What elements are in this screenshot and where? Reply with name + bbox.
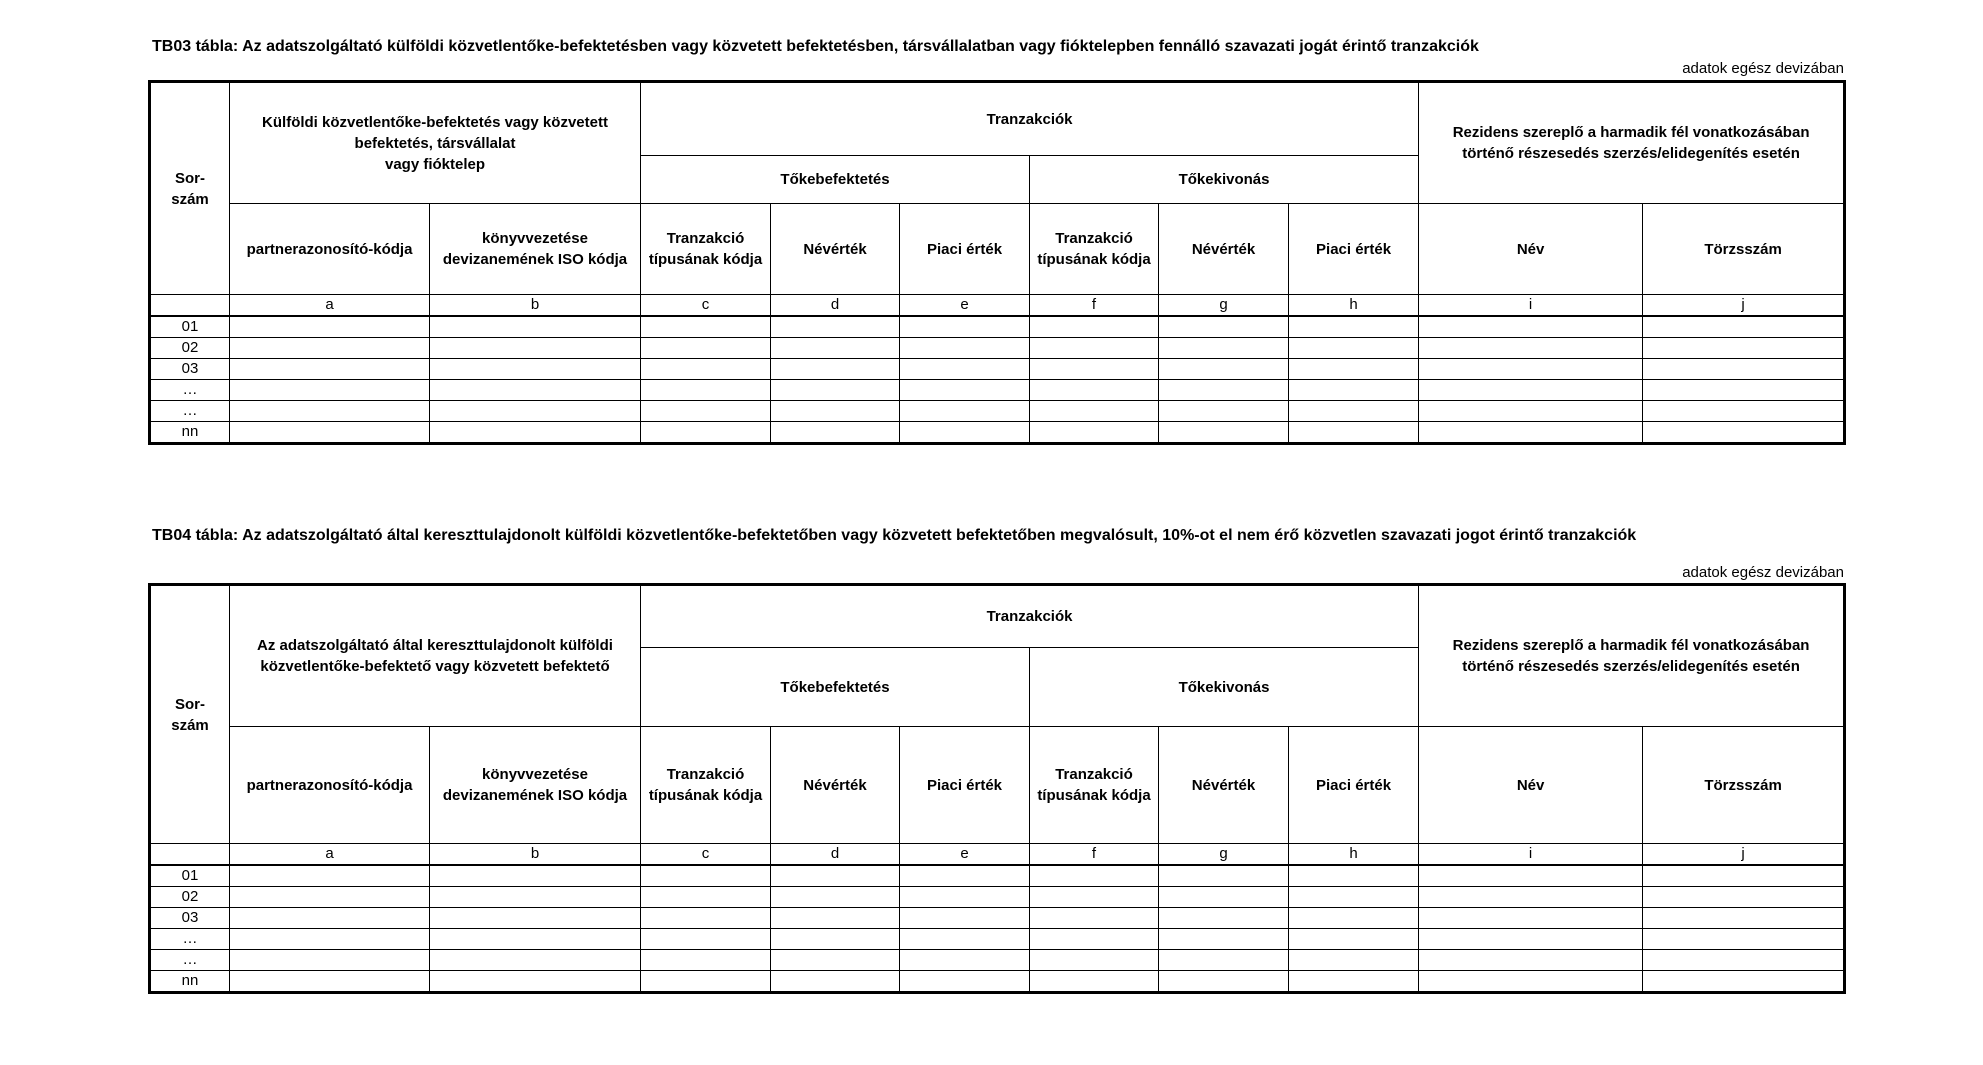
tb04-data-cell[interactable] xyxy=(771,971,900,993)
tb03-column-header: könyvvezetése devizanemének ISO kódja xyxy=(430,204,641,295)
tb04-data-cell[interactable] xyxy=(1030,908,1159,929)
tb03-data-cell[interactable] xyxy=(771,338,900,359)
tb03-row-number: nn xyxy=(150,422,230,444)
tb03-group1-header: Külföldi közvetlentőke-befektetés vagy közvetett befektetés, társvállalat vagy fióktelep xyxy=(230,82,641,204)
tb03-column-headers xyxy=(150,204,1845,295)
tb03-data-cell[interactable] xyxy=(1419,316,1643,338)
tb04-column-header: Piaci érték xyxy=(900,727,1030,844)
tb03-data-cell[interactable] xyxy=(1159,359,1289,380)
tb04-column-header: Névérték xyxy=(1159,727,1289,844)
tb03-data-cell[interactable] xyxy=(900,359,1030,380)
tb04-data-cell[interactable] xyxy=(230,950,430,971)
tb04-data-cell[interactable] xyxy=(771,908,900,929)
tb03-data-cell[interactable] xyxy=(641,359,771,380)
tb03-data-cell[interactable] xyxy=(230,338,430,359)
tb03-table-row xyxy=(150,338,1845,359)
tb04-data-cell[interactable] xyxy=(430,929,641,950)
tb03-data-cell[interactable] xyxy=(1289,422,1419,444)
tb04-data-cell[interactable] xyxy=(900,971,1030,993)
tb03-data-cell[interactable] xyxy=(230,359,430,380)
tb04-rezidens-header: Rezidens szereplő a harmadik fél vonatkozásában történő részesedés szerzés/elidegenítés esetén xyxy=(1419,585,1845,727)
tb04-data-cell[interactable] xyxy=(230,929,430,950)
tb04-data-cell[interactable] xyxy=(230,971,430,993)
tb03-data-cell[interactable] xyxy=(641,401,771,422)
tb03-data-cell[interactable] xyxy=(230,422,430,444)
tb04-data-cell[interactable] xyxy=(1159,887,1289,908)
tb03-data-cell[interactable] xyxy=(1030,338,1159,359)
tb03-data-cell[interactable] xyxy=(1419,422,1643,444)
tb03-column-letter: i xyxy=(1419,295,1643,317)
tb04-table-row xyxy=(150,971,1845,993)
tb03-column-header: Tranzakció típusának kódja xyxy=(1030,204,1159,295)
tb04-data-cell[interactable] xyxy=(1419,908,1643,929)
tb03-data-cell[interactable] xyxy=(1643,422,1845,444)
tb04-data-cell[interactable] xyxy=(1159,929,1289,950)
tb03-data-cell[interactable] xyxy=(430,422,641,444)
tb03-column-header: Törzsszám xyxy=(1643,204,1845,295)
tb03-data-cell[interactable] xyxy=(1030,380,1159,401)
tb03-data-cell[interactable] xyxy=(1159,380,1289,401)
tb04-data-cell[interactable] xyxy=(430,950,641,971)
tb03-column-header: Piaci érték xyxy=(900,204,1030,295)
tb03-table-row xyxy=(150,316,1845,338)
tb03-table xyxy=(148,80,1846,445)
tb03-data-cell[interactable] xyxy=(1419,338,1643,359)
tb04-data-cell[interactable] xyxy=(641,950,771,971)
tb04-data-cell[interactable] xyxy=(1030,950,1159,971)
tb03-data-cell[interactable] xyxy=(1643,359,1845,380)
tb03-data-cell[interactable] xyxy=(430,316,641,338)
tb04-column-header: Piaci érték xyxy=(1289,727,1419,844)
tb03-column-letter: a xyxy=(230,295,430,317)
tb04-data-cell[interactable] xyxy=(1643,929,1845,950)
tb04-data-cell[interactable] xyxy=(641,865,771,887)
tb03-table-row xyxy=(150,359,1845,380)
tb04-data-cell[interactable] xyxy=(1030,887,1159,908)
tb04-row-number: 03 xyxy=(150,908,230,929)
tb04-column-letter: a xyxy=(230,844,430,866)
tb03-data-cell[interactable] xyxy=(1643,316,1845,338)
tb04-data-cell[interactable] xyxy=(430,865,641,887)
tb03-column-letter: f xyxy=(1030,295,1159,317)
tb03-data-cell[interactable] xyxy=(1643,401,1845,422)
tb04-data-cell[interactable] xyxy=(771,865,900,887)
tb04-block xyxy=(148,583,1843,994)
tb04-table-row xyxy=(150,929,1845,950)
tb04-column-headers xyxy=(150,727,1845,844)
tb04-data-cell[interactable] xyxy=(1289,887,1419,908)
tb03-column-header: partnerazonosító-kódja xyxy=(230,204,430,295)
tb04-table-row xyxy=(150,865,1845,887)
tb04-column-letter: f xyxy=(1030,844,1159,866)
tb04-data-cell[interactable] xyxy=(641,908,771,929)
tb03-rezidens-header: Rezidens szereplő a harmadik fél vonatkozásában történő részesedés szerzés/elidegenítés esetén xyxy=(1419,82,1845,204)
tb04-column-header: Névérték xyxy=(771,727,900,844)
tb04-table xyxy=(148,583,1846,994)
tb03-column-letter: c xyxy=(641,295,771,317)
tb04-data-cell[interactable] xyxy=(1289,929,1419,950)
tb03-data-cell[interactable] xyxy=(1030,422,1159,444)
tb04-data-cell[interactable] xyxy=(1643,950,1845,971)
tb03-data-cell[interactable] xyxy=(900,380,1030,401)
tb04-column-letter: e xyxy=(900,844,1030,866)
tb04-data-cell[interactable] xyxy=(641,971,771,993)
tb04-data-cell[interactable] xyxy=(1289,950,1419,971)
tb03-data-cell[interactable] xyxy=(641,380,771,401)
tb04-row-number: 02 xyxy=(150,887,230,908)
tb04-table-row xyxy=(150,950,1845,971)
tb04-data-cell[interactable] xyxy=(771,950,900,971)
tb03-data-cell[interactable] xyxy=(641,422,771,444)
tb03-data-cell[interactable] xyxy=(771,359,900,380)
tb03-column-letter: b xyxy=(430,295,641,317)
tb03-data-cell[interactable] xyxy=(1419,380,1643,401)
tb03-data-cell[interactable] xyxy=(771,380,900,401)
tb03-data-cell[interactable] xyxy=(1159,316,1289,338)
tb04-data-cell[interactable] xyxy=(771,929,900,950)
tb03-row-number: 01 xyxy=(150,316,230,338)
tb03-letter-blank xyxy=(150,295,230,317)
tb03-column-header: Név xyxy=(1419,204,1643,295)
tb03-data-cell[interactable] xyxy=(900,401,1030,422)
tb04-data-cell[interactable] xyxy=(230,908,430,929)
tb03-row-number: 03 xyxy=(150,359,230,380)
tb04-data-cell[interactable] xyxy=(1643,887,1845,908)
tb03-data-cell[interactable] xyxy=(1159,338,1289,359)
tb04-data-cell[interactable] xyxy=(771,887,900,908)
tb04-column-letter: d xyxy=(771,844,900,866)
tb04-column-letter: g xyxy=(1159,844,1289,866)
tb04-data-cell[interactable] xyxy=(1159,908,1289,929)
tb04-data-cell[interactable] xyxy=(1643,971,1845,993)
tb04-column-letter: c xyxy=(641,844,771,866)
tb03-column-letter: j xyxy=(1643,295,1845,317)
tb03-data-cell[interactable] xyxy=(430,401,641,422)
tb04-tokebefektetes-header: Tőkebefektetés xyxy=(641,648,1030,727)
tb04-column-letter: j xyxy=(1643,844,1845,866)
tb03-data-cell[interactable] xyxy=(1030,359,1159,380)
tb04-data-cell[interactable] xyxy=(430,971,641,993)
tb03-table-row xyxy=(150,380,1845,401)
tb03-letter-row xyxy=(150,295,1845,317)
tb03-data-cell[interactable] xyxy=(641,338,771,359)
tb03-row-number: 02 xyxy=(150,338,230,359)
tb03-unit-note: adatok egész devizában xyxy=(1682,60,1844,77)
tb04-data-cell[interactable] xyxy=(1289,908,1419,929)
tb03-data-cell[interactable] xyxy=(1030,316,1159,338)
tb04-group1-header: Az adatszolgáltató által kereszttulajdonolt külföldi közvetlentőke-befektető vagy közvetett befektető xyxy=(230,585,641,727)
tb04-data-cell[interactable] xyxy=(1159,865,1289,887)
tb03-data-cell[interactable] xyxy=(1159,401,1289,422)
tb04-data-cell[interactable] xyxy=(1289,865,1419,887)
tb04-data-cell[interactable] xyxy=(1643,865,1845,887)
tb04-data-cell[interactable] xyxy=(1643,908,1845,929)
tb03-table-row xyxy=(150,401,1845,422)
tb04-row-number: … xyxy=(150,950,230,971)
tb03-column-letter: h xyxy=(1289,295,1419,317)
tb04-table-row xyxy=(150,887,1845,908)
tb04-data-cell[interactable] xyxy=(1419,865,1643,887)
tb03-data-cell[interactable] xyxy=(1289,380,1419,401)
tb04-column-header: partnerazonosító-kódja xyxy=(230,727,430,844)
tb04-column-letter: i xyxy=(1419,844,1643,866)
tb04-column-header: Tranzakció típusának kódja xyxy=(641,727,771,844)
tb03-row-number: … xyxy=(150,380,230,401)
tb04-data-cell[interactable] xyxy=(1419,887,1643,908)
tb03-data-cell[interactable] xyxy=(230,380,430,401)
tb03-data-cell[interactable] xyxy=(1419,401,1643,422)
tb04-data-cell[interactable] xyxy=(1030,929,1159,950)
tb03-block xyxy=(148,80,1843,445)
tb04-tokekivonas-header: Tőkekivonás xyxy=(1030,648,1419,727)
tb03-tokekivonas-header: Tőkekivonás xyxy=(1030,156,1419,204)
tb04-row-number: 01 xyxy=(150,865,230,887)
tb04-unit-note: adatok egész devizában xyxy=(1682,564,1844,581)
tb04-data-cell[interactable] xyxy=(1030,971,1159,993)
tb04-data-cell[interactable] xyxy=(641,929,771,950)
tb04-letter-blank xyxy=(150,844,230,866)
tb03-data-cell[interactable] xyxy=(230,316,430,338)
tb03-data-cell[interactable] xyxy=(900,316,1030,338)
tb04-data-cell[interactable] xyxy=(430,908,641,929)
tb03-data-cell[interactable] xyxy=(771,401,900,422)
tb04-row-number: nn xyxy=(150,971,230,993)
tb04-data-cell[interactable] xyxy=(900,908,1030,929)
tb03-data-cell[interactable] xyxy=(430,338,641,359)
tb04-data-cell[interactable] xyxy=(1419,971,1643,993)
tb03-table-row xyxy=(150,422,1845,444)
tb04-data-cell[interactable] xyxy=(230,865,430,887)
tb03-tokebefektetes-header: Tőkebefektetés xyxy=(641,156,1030,204)
tb04-data-cell[interactable] xyxy=(1419,929,1643,950)
tb03-column-letter: e xyxy=(900,295,1030,317)
tb04-data-cell[interactable] xyxy=(1030,865,1159,887)
tb03-data-cell[interactable] xyxy=(430,380,641,401)
tb04-column-letter: h xyxy=(1289,844,1419,866)
tb04-data-cell[interactable] xyxy=(230,887,430,908)
tb03-data-cell[interactable] xyxy=(1643,380,1845,401)
tb03-data-cell[interactable] xyxy=(900,338,1030,359)
tb04-data-cell[interactable] xyxy=(1159,971,1289,993)
tb03-data-cell[interactable] xyxy=(900,422,1030,444)
tb03-tranzakciok-header: Tranzakciók xyxy=(641,82,1419,156)
tb03-sorszam-header: Sor- szám xyxy=(150,82,230,295)
tb03-data-cell[interactable] xyxy=(230,401,430,422)
tb03-column-letter: d xyxy=(771,295,900,317)
tb03-data-cell[interactable] xyxy=(771,422,900,444)
tb03-data-cell[interactable] xyxy=(1289,316,1419,338)
tb04-sorszam-header: Sor- szám xyxy=(150,585,230,844)
tb04-tranzakciok-header: Tranzakciók xyxy=(641,585,1419,648)
tb04-data-cell[interactable] xyxy=(900,865,1030,887)
tb03-data-cell[interactable] xyxy=(430,359,641,380)
tb03-data-cell[interactable] xyxy=(1419,359,1643,380)
tb03-row-number: … xyxy=(150,401,230,422)
tb04-data-cell[interactable] xyxy=(900,887,1030,908)
tb04-column-header: Tranzakció típusának kódja xyxy=(1030,727,1159,844)
tb03-column-header: Piaci érték xyxy=(1289,204,1419,295)
tb03-column-header: Névérték xyxy=(1159,204,1289,295)
tb04-data-cell[interactable] xyxy=(900,929,1030,950)
tb04-column-letter: b xyxy=(430,844,641,866)
tb03-data-cell[interactable] xyxy=(1643,338,1845,359)
tb03-column-header: Névérték xyxy=(771,204,900,295)
tb03-data-cell[interactable] xyxy=(771,316,900,338)
tb03-column-header: Tranzakció típusának kódja xyxy=(641,204,771,295)
tb04-data-cell[interactable] xyxy=(641,887,771,908)
tb03-title: TB03 tábla: Az adatszolgáltató külföldi közvetlentőke-befektetésben vagy közvetett befektetésben, társvállalatban vagy fióktelepben fennálló szavazati jogát érintő tranzakciók xyxy=(152,38,1479,55)
tb04-title: TB04 tábla: Az adatszolgáltató által kereszttulajdonolt külföldi közvetlentőke-befektetőben vagy közvetett befektetőben megvalósult, 10%-ot el nem érő közvetlen szavazati jogot érintő tranzakciók xyxy=(152,527,1637,544)
tb04-column-header: Név xyxy=(1419,727,1643,844)
tb04-data-cell[interactable] xyxy=(430,887,641,908)
tb03-data-cell[interactable] xyxy=(1159,422,1289,444)
tb03-column-letter: g xyxy=(1159,295,1289,317)
tb04-letter-row xyxy=(150,844,1845,866)
tb04-data-cell[interactable] xyxy=(1419,950,1643,971)
tb04-data-cell[interactable] xyxy=(900,950,1030,971)
tb03-data-cell[interactable] xyxy=(1289,359,1419,380)
tb04-column-header: Törzsszám xyxy=(1643,727,1845,844)
tb03-data-cell[interactable] xyxy=(1289,401,1419,422)
tb04-data-cell[interactable] xyxy=(1289,971,1419,993)
tb04-row-number: … xyxy=(150,929,230,950)
tb03-data-cell[interactable] xyxy=(641,316,771,338)
tb03-data-cell[interactable] xyxy=(1030,401,1159,422)
tb04-table-row xyxy=(150,908,1845,929)
tb04-column-header: könyvvezetése devizanemének ISO kódja xyxy=(430,727,641,844)
tb03-data-cell[interactable] xyxy=(1289,338,1419,359)
tb04-data-cell[interactable] xyxy=(1159,950,1289,971)
